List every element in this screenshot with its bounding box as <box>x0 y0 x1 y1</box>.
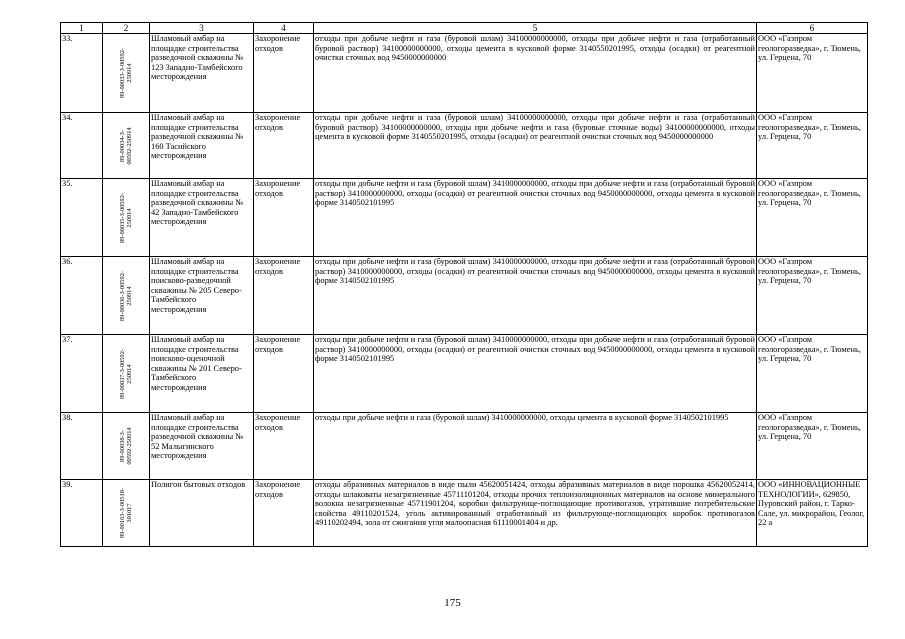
registry-code: 89-00037-З-00592- 250914 <box>119 348 133 399</box>
waste-types: отходы при добыче нефти и газа (буровой шлам) 34100000000000, отходы при добыче нефти и газа (отработанный буровой раствор) 34100000000000, отходы при добыче нефти и газа (буровые сточные воды) 34100000000000, отходы цемента в кусковой форме 3140550201995, отходы (осадки) от реагентной очистки сточных вод 9450000000000 <box>314 113 757 179</box>
row-number: 39. <box>61 480 103 547</box>
table-row <box>61 257 868 335</box>
table-row <box>61 34 868 113</box>
waste-types: отходы при добыче нефти и газа (буровой шлам) 34100000000000, отходы при добыче нефти и газа (отработанный буровой раствор) 34100000000000, отходы цемента в кусковой форме 3140550201995, отходы (осадки) от реагентной очистки сточных вод 9450000000000 <box>314 34 757 113</box>
waste-types: отходы при добыче нефти и газа (буровой шлам) 3410000000000, отходы при добыче нефти и газа (отработанный буровой раствор) 3410000000000, отходы (осадки) от реагентной очистки сточных вод 9450000000000, отходы цемента в кусковой форме 3140502101995 <box>314 257 757 335</box>
operator-org: ООО «Газпром геологоразведка», г. Тюмень, ул. Герцена, 70 <box>757 257 868 335</box>
operator-org: ООО «Газпром геологоразведка», г. Тюмень, ул. Герцена, 70 <box>757 179 868 257</box>
table-row <box>61 179 868 257</box>
row-number: 37. <box>61 335 103 413</box>
operator-org: ООО «ИННОВАЦИОННЫЕ ТЕХНОЛОГИИ», 629850, Пуровский район, г. Тарко-Сале, ул. микрорайон, Геолог, 22 а <box>757 480 868 547</box>
page-number: 175 <box>444 597 461 609</box>
registry-code: 89-00036-З-00592- 250914 <box>119 270 133 321</box>
operator-org: ООО «Газпром геологоразведка», г. Тюмень, ул. Герцена, 70 <box>757 413 868 480</box>
header-col-2: 2 <box>103 23 150 34</box>
row-number: 38. <box>61 413 103 480</box>
row-number: 34. <box>61 113 103 179</box>
registry-code: 89-00034-З- 00592-250914 <box>119 126 133 165</box>
registry-code: 89-00163-З-00518- 301017 <box>119 487 133 539</box>
table-row <box>61 113 868 179</box>
facility-name: Шламовый амбар на площадке строительства разведочной скважины № 160 Тасийского месторождения <box>150 113 254 179</box>
header-row <box>61 23 868 34</box>
operator-org: ООО «Газпром геологоразведка», г. Тюмень, ул. Герцена, 70 <box>757 113 868 179</box>
operator-org: ООО «Газпром геологоразведка», г. Тюмень, ул. Герцена, 70 <box>757 34 868 113</box>
row-number: 33. <box>61 34 103 113</box>
header-col-5: 5 <box>314 23 757 34</box>
header-col-3: 3 <box>150 23 254 34</box>
facility-name: Шламовый амбар на площадке строительства поисково-разведочной скважины № 205 Северо-Тамбейского месторождения <box>150 257 254 335</box>
waste-facilities-table <box>60 22 868 547</box>
facility-name: Шламовый амбар на площадке строительства разведочной скважины № 123 Западно-Тамбейского месторождения <box>150 34 254 113</box>
facility-purpose: Захоронение отходов <box>254 257 314 335</box>
registry-code: 89-00033-З-00592- 250914 <box>119 47 133 99</box>
registry-code: 89-00035-З-00592- 250914 <box>119 192 133 243</box>
waste-types: отходы при добыче нефти и газа (буровой шлам) 3410000000000, отходы цемента в кусковой форме 3140502101995 <box>314 413 757 480</box>
facility-purpose: Захоронение отходов <box>254 335 314 413</box>
header-col-1: 1 <box>61 23 103 34</box>
facility-name: Шламовый амбар на площадке строительства разведочной скважины № 42 Западно-Тамбейского месторождения <box>150 179 254 257</box>
facility-purpose: Захоронение отходов <box>254 179 314 257</box>
operator-org: ООО «Газпром геологоразведка», г. Тюмень, ул. Герцена, 70 <box>757 335 868 413</box>
row-number: 35. <box>61 179 103 257</box>
row-number: 36. <box>61 257 103 335</box>
facility-purpose: Захоронение отходов <box>254 34 314 113</box>
facility-purpose: Захоронение отходов <box>254 480 314 547</box>
table-row <box>61 335 868 413</box>
facility-name: Шламовый амбар на площадке строительства поисково-оценочной скважины № 201 Северо-Тамбейского месторождения <box>150 335 254 413</box>
table-row <box>61 413 868 480</box>
facility-name: Шламовый амбар на площадке строительства разведочной скважины № 52 Малыгинского месторождения <box>150 413 254 480</box>
table-row <box>61 480 868 547</box>
header-col-4: 4 <box>254 23 314 34</box>
waste-types: отходы при добыче нефти и газа (буровой шлам) 3410000000000, отходы при добыче нефти и газа (отработанный буровой раствор) 3410000000000, отходы (осадки) от реагентной очистки сточных вод 9450000000000, отходы цемента в кусковой форме 3140502101995 <box>314 335 757 413</box>
registry-code: 89-00038-З- 00592-250914 <box>119 427 133 465</box>
header-col-6: 6 <box>757 23 868 34</box>
facility-purpose: Захоронение отходов <box>254 413 314 480</box>
waste-types: отходы при добыче нефти и газа (буровой шлам) 3410000000000, отходы при добыче нефти и газа (отработанный буровой раствор) 3410000000000, отходы (осадки) от реагентной очистки сточных вод 9450000000000, отходы цемента в кусковой форме 3140502101995 <box>314 179 757 257</box>
waste-types: отходы абразивных материалов в виде пыли 45620051424, отходы абразивных материалов в виде порошка 45620052414, отходы шлаковаты незагрязненные 45711101204, отходы прочих теплоизоляционных материалов на основе минерального волокна незагрязненные 45711901204, коробки фильтрующе-поглощающие противогазов, утратившие потребительские свойства 49110201524, уголь активированный отработанный из фильтрующе-поглощающих коробок противогазов 49110202494, зола от сжигания угля малоопасная 61110001404 и др. <box>314 480 757 547</box>
facility-purpose: Захоронение отходов <box>254 113 314 179</box>
facility-name: Полигон бытовых отходов <box>150 480 254 547</box>
